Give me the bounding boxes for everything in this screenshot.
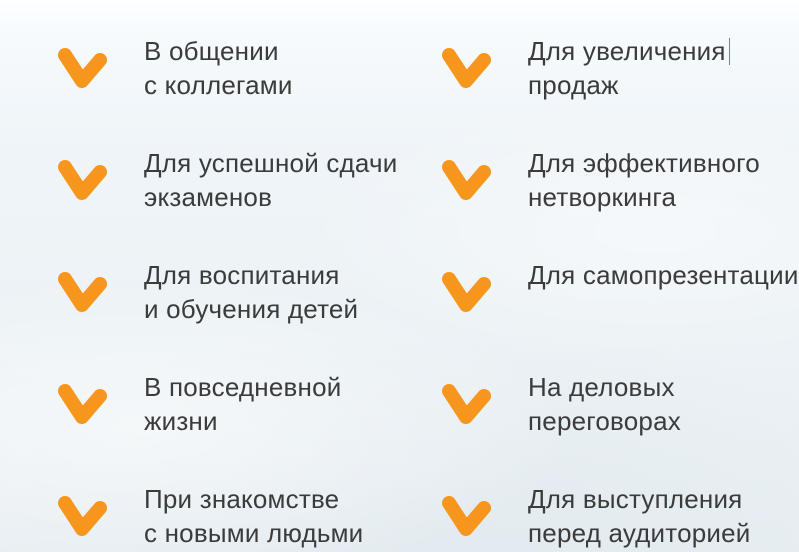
- benefit-line: жизни: [144, 406, 218, 436]
- benefit-text: [528, 482, 751, 550]
- benefit-line: В общении: [144, 36, 279, 66]
- benefit-line: переговорах: [528, 406, 681, 436]
- benefits-grid: [56, 12, 799, 552]
- checkmark-icon: [440, 157, 492, 203]
- checkmark-icon: [56, 381, 108, 427]
- benefit-text: [144, 258, 358, 326]
- benefit-item: [440, 460, 799, 552]
- benefit-line: перед аудиторией: [528, 518, 751, 548]
- benefit-item: [440, 124, 799, 236]
- benefit-item: [56, 236, 440, 348]
- benefit-line: и обучения детей: [144, 294, 359, 324]
- text-cursor: [729, 38, 730, 65]
- benefit-line: При знакомстве: [144, 484, 340, 514]
- benefit-text: [528, 370, 681, 438]
- benefit-line: продаж: [528, 70, 619, 100]
- benefit-line: Для эффективного: [528, 148, 760, 178]
- benefit-text: [144, 34, 293, 102]
- benefit-item: [440, 12, 799, 124]
- benefit-text: [144, 146, 397, 214]
- benefit-line: Для успешной сдачи: [144, 148, 398, 178]
- benefit-text: [528, 146, 760, 214]
- benefit-line: Для воспитания: [144, 260, 340, 290]
- checkmark-icon: [440, 45, 492, 91]
- benefit-item: [440, 236, 799, 348]
- benefit-item: [56, 348, 440, 460]
- benefit-item: [440, 348, 799, 460]
- benefit-text: [144, 370, 341, 438]
- benefit-text: [528, 258, 799, 326]
- benefit-line: Для самопрезентации: [528, 260, 799, 290]
- checkmark-icon: [440, 381, 492, 427]
- benefit-line: экзаменов: [144, 182, 273, 212]
- checkmark-icon: [440, 269, 492, 315]
- benefit-line: с новыми людьми: [144, 518, 364, 548]
- checkmark-icon: [56, 269, 108, 315]
- benefit-line: В повседневной: [144, 372, 342, 402]
- benefit-item: [56, 12, 440, 124]
- benefit-line: нетворкинга: [528, 182, 677, 212]
- checkmark-icon: [56, 157, 108, 203]
- benefit-line: с коллегами: [144, 70, 293, 100]
- benefit-text: [528, 34, 730, 102]
- benefit-line: На деловых: [528, 372, 675, 402]
- benefit-item: [56, 460, 440, 552]
- benefit-line: Для увеличения: [528, 36, 726, 66]
- checkmark-icon: [56, 493, 108, 539]
- checkmark-icon: [56, 45, 108, 91]
- benefit-line: Для выступления: [528, 484, 743, 514]
- benefit-item: [56, 124, 440, 236]
- benefit-text: [144, 482, 363, 550]
- checkmark-icon: [440, 493, 492, 539]
